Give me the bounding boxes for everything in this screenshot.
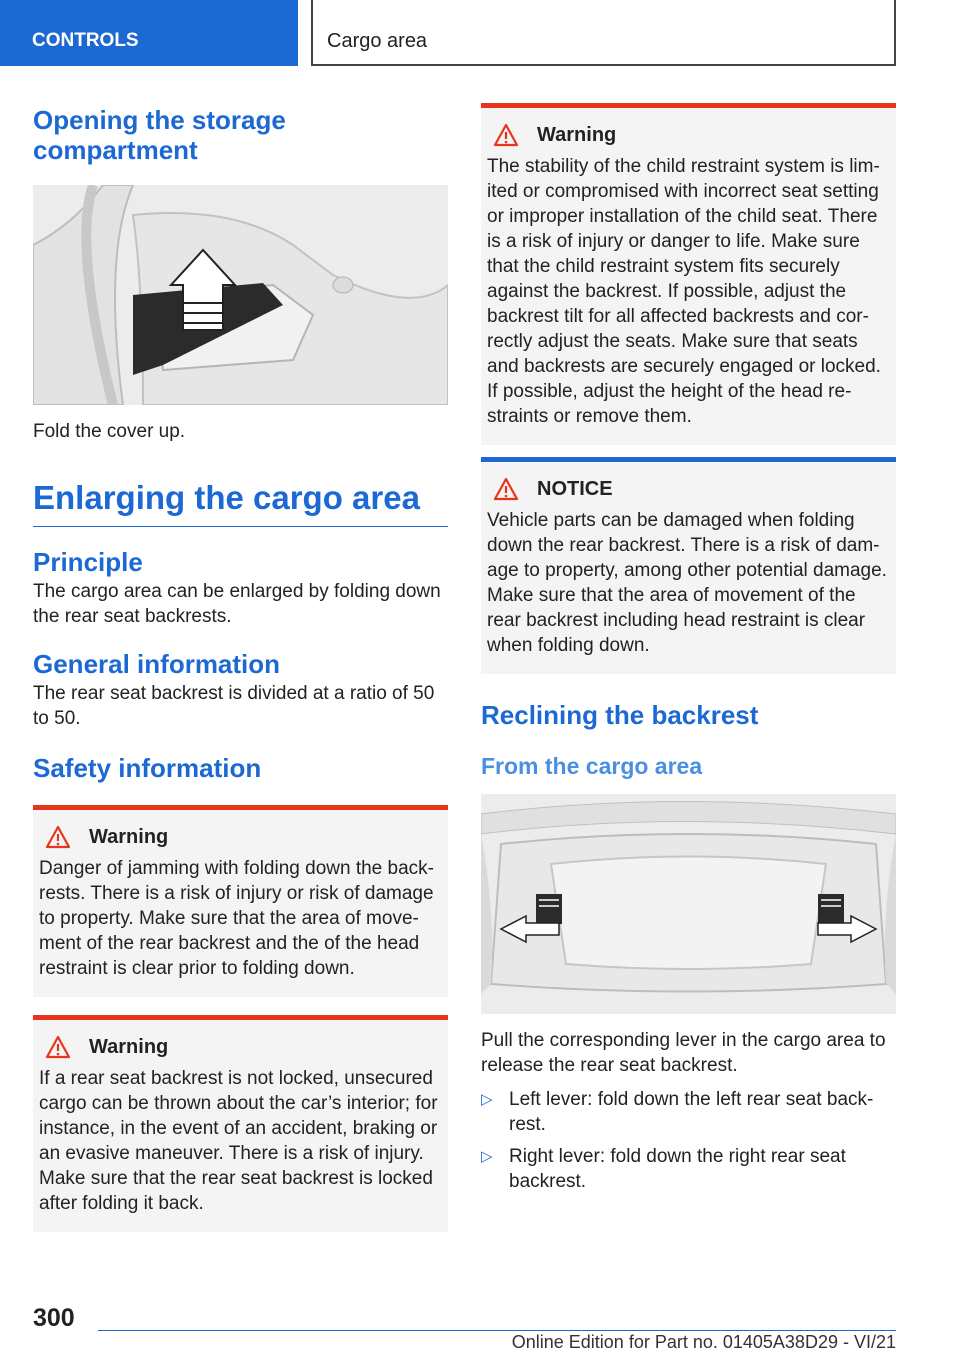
safety-heading: Safety information: [33, 753, 262, 783]
reclining-heading: Reclining the backrest: [481, 700, 759, 730]
storage-compartment-figure: [33, 185, 448, 405]
warning-title: Warning: [89, 1036, 169, 1058]
warning-triangle-icon: [45, 1035, 71, 1059]
cargo-area-figure: [481, 794, 896, 1014]
principle-heading: Principle: [33, 547, 143, 577]
list-item: [481, 1144, 896, 1194]
warning-text: Danger of jamming with folding down the backrests. There is a risk of injury or risk of damage to property. Make sure that the area of movement of the rear backrest and the of the head restraint is clear prior to folding down.: [39, 858, 434, 979]
list-item-text: Right lever: fold down the right rear seat backrest.: [509, 1146, 846, 1192]
warning-box-unlocked-backrest: [33, 1015, 448, 1232]
warning-header: [487, 122, 890, 148]
notice-text: Vehicle parts can be damaged when folding down the rear backrest. There is a risk of damage to property, among other potential damage. Make sure that the area of movement of the rear backrest including head restraint is clear when folding down.: [487, 510, 887, 656]
page-footer: [0, 1290, 960, 1362]
bullet-triangle-icon: ▷: [481, 1091, 493, 1108]
chapter-heading: Enlarging the cargo area: [33, 478, 448, 527]
general-info-text: The rear seat backrest is divided at a ratio of 50 to 50.: [33, 683, 435, 729]
left-column: [33, 100, 448, 1232]
warning-box-child-restraint: [481, 103, 896, 445]
warning-box-jamming: [33, 805, 448, 997]
list-item-text: Left lever: fold down the left rear seat backrest.: [509, 1089, 874, 1135]
storage-caption: Fold the cover up.: [33, 421, 186, 442]
footer-divider: [98, 1330, 896, 1331]
notice-box: [481, 457, 896, 674]
section-tab: CONTROLS: [0, 0, 298, 66]
notice-header: [487, 476, 890, 502]
warning-triangle-icon: [45, 825, 71, 849]
warning-title: Warning: [89, 826, 169, 848]
edition-text: Online Edition for Part no. 01405A38D29 - VI/21: [511, 1332, 896, 1352]
warning-triangle-icon: [493, 477, 519, 501]
general-info-heading: General information: [33, 649, 281, 679]
cargo-area-illustration: [481, 794, 896, 1014]
storage-compartment-illustration: [33, 185, 448, 405]
page-header: [0, 0, 960, 66]
warning-header: [39, 824, 442, 850]
principle-text: The cargo area can be enlarged by folding down the rear seat backrests.: [33, 581, 441, 627]
storage-heading: Opening the storage compartment: [33, 105, 286, 165]
right-column: [481, 103, 896, 1201]
from-cargo-heading: From the cargo area: [481, 753, 703, 779]
notice-title: NOTICE: [537, 478, 613, 500]
warning-header: [39, 1034, 442, 1060]
pull-lever-text: Pull the corresponding lever in the cargo area to release the rear seat backrest.: [481, 1030, 886, 1076]
chapter-title: Cargo area: [311, 0, 896, 66]
lever-instruction-list: [481, 1087, 896, 1194]
warning-title: Warning: [537, 124, 617, 146]
warning-text: The stability of the child restraint system is limited or compromised with incorrect seat setting or improper installation of the child seat. There is a risk of injury or danger to life. Make sure that the child restraint system fits securely against the backrest. If possible, adjust the backrest tilt for all affected backrests and correctly adjust the seats. Make sure that seats and backrests are securely engaged or locked. If possible, adjust the height of the head restraints or remove them.: [487, 156, 881, 427]
list-item: [481, 1087, 896, 1137]
page-number: 300: [33, 1304, 75, 1332]
bullet-triangle-icon: ▷: [481, 1148, 493, 1165]
warning-triangle-icon: [493, 123, 519, 147]
warning-text: If a rear seat backrest is not locked, unsecured cargo can be thrown about the car’s interior; for instance, in the event of an accident, braking or an evasive maneuver. There is a risk of injury. Make sure that the rear seat backrest is locked after folding it back.: [39, 1068, 438, 1214]
